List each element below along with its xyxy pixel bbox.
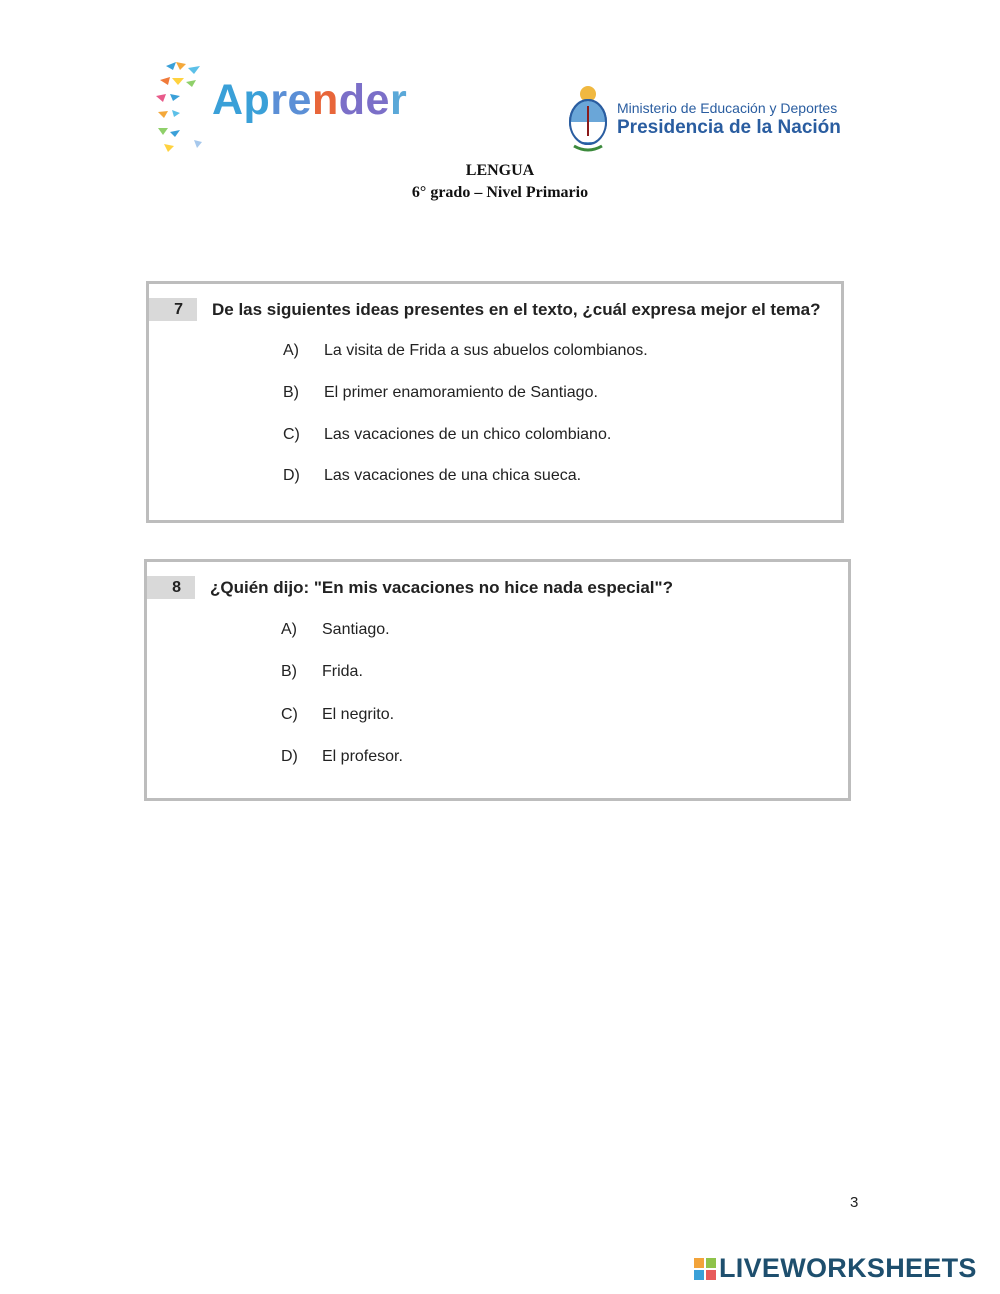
grade-subtitle: 6° grado – Nivel Primario	[411, 184, 589, 201]
option-letter: C)	[283, 426, 300, 443]
question-8-box	[144, 559, 851, 801]
aprender-wordmark: Aprender	[212, 76, 408, 124]
question-text: De las siguientes ideas presentes en el texto, ¿cuál expresa mejor el tema?	[212, 300, 821, 319]
option-text: El profesor.	[322, 748, 403, 765]
option-text: Las vacaciones de un chico colombiano.	[324, 426, 612, 443]
option-text: La visita de Frida a sus abuelos colombianos.	[324, 342, 648, 359]
liveworksheets-wordmark: LIVEWORKSHEETS	[719, 1253, 977, 1283]
liveworksheets-icon	[694, 1258, 716, 1280]
question-7-box	[146, 281, 844, 523]
option-letter: A)	[283, 342, 299, 359]
question-number: 7	[149, 298, 197, 321]
option-letter: B)	[281, 663, 297, 680]
question-number: 8	[147, 576, 195, 599]
question-text: ¿Quién dijo: "En mis vacaciones no hice nada especial"?	[210, 578, 673, 597]
option-text: Santiago.	[322, 621, 390, 638]
option-letter: D)	[281, 748, 298, 765]
answer-option-d[interactable]	[281, 746, 403, 768]
option-text: Las vacaciones de una chica sueca.	[324, 467, 582, 484]
aprender-birds-icon	[152, 58, 212, 158]
answer-option-c[interactable]	[283, 424, 611, 446]
ministry-logo	[564, 84, 854, 154]
answer-option-b[interactable]	[283, 382, 598, 404]
option-letter: A)	[281, 621, 297, 638]
option-text: El negrito.	[322, 706, 395, 723]
liveworksheets-logo[interactable]	[694, 1253, 994, 1284]
answer-option-a[interactable]	[281, 619, 390, 641]
answer-option-c[interactable]	[281, 704, 394, 726]
option-letter: C)	[281, 706, 298, 723]
presidency-name: Presidencia de la Nación	[617, 117, 841, 138]
answer-option-a[interactable]	[283, 340, 648, 362]
coat-of-arms-icon	[564, 84, 612, 154]
option-letter: B)	[283, 384, 299, 401]
answer-option-d[interactable]	[283, 465, 581, 487]
subject-title: LENGUA	[465, 162, 535, 179]
aprender-logo	[152, 58, 432, 158]
ministry-name: Ministerio de Educación y Deportes	[617, 100, 838, 116]
option-letter: D)	[283, 467, 300, 484]
answer-option-b[interactable]	[281, 661, 363, 683]
option-text: El primer enamoramiento de Santiago.	[324, 384, 598, 401]
page-number: 3	[850, 1194, 859, 1211]
option-text: Frida.	[322, 663, 363, 680]
